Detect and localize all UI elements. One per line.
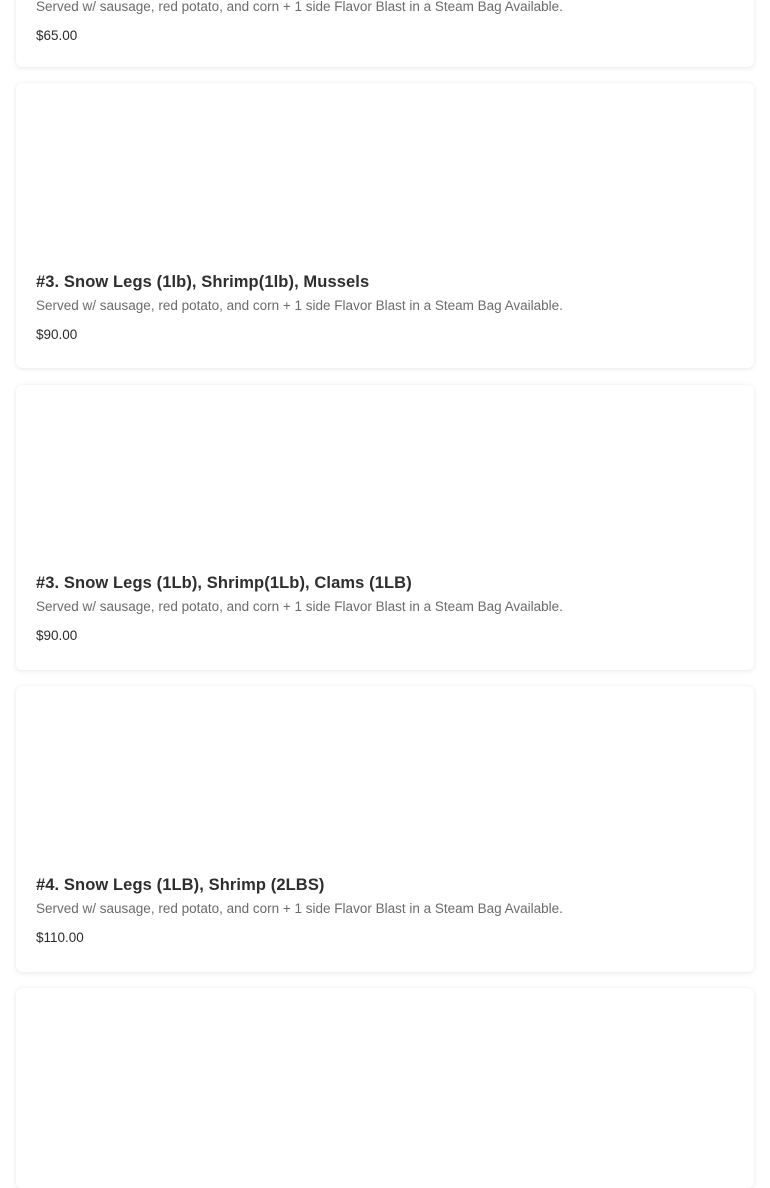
menu-item-image — [16, 686, 754, 866]
menu-item-description: Served w/ sausage, red potato, and corn + 1 side Flavor Blast in a Steam Bag Available. — [36, 901, 563, 916]
menu-item-card[interactable] — [16, 385, 754, 670]
menu-item-price: $90.00 — [36, 628, 78, 643]
menu-item-card[interactable] — [16, 0, 754, 67]
menu-item-title: #3. Snow Legs (1Lb), Shrimp(1Lb), Clams (1LB) — [36, 574, 412, 592]
menu-item-card[interactable] — [16, 686, 754, 972]
menu-item-title: #3. Snow Legs (1lb), Shrimp(1lb), Mussels — [36, 273, 370, 291]
menu-item-title: #4. Snow Legs (1LB), Shrimp (2LBS) — [36, 876, 325, 894]
menu-item-description: Served w/ sausage, red potato, and corn + 1 side Flavor Blast in a Steam Bag Available. — [36, 0, 563, 14]
menu-item-card[interactable] — [16, 988, 754, 1188]
menu-item-text — [36, 874, 734, 947]
menu-item-card[interactable] — [16, 83, 754, 368]
menu-item-description: Served w/ sausage, red potato, and corn + 1 side Flavor Blast in a Steam Bag Available. — [36, 599, 563, 614]
menu-item-text — [36, 0, 734, 45]
menu-item-price: $65.00 — [36, 28, 78, 43]
menu-item-price: $90.00 — [36, 327, 78, 342]
menu-item-text — [36, 271, 734, 344]
menu-item-image — [16, 988, 754, 1168]
menu-item-image — [16, 83, 754, 263]
menu-item-description: Served w/ sausage, red potato, and corn + 1 side Flavor Blast in a Steam Bag Available. — [36, 298, 563, 313]
menu-item-text — [36, 572, 734, 645]
menu-item-image — [16, 385, 754, 565]
menu-item-price: $110.00 — [36, 930, 84, 945]
